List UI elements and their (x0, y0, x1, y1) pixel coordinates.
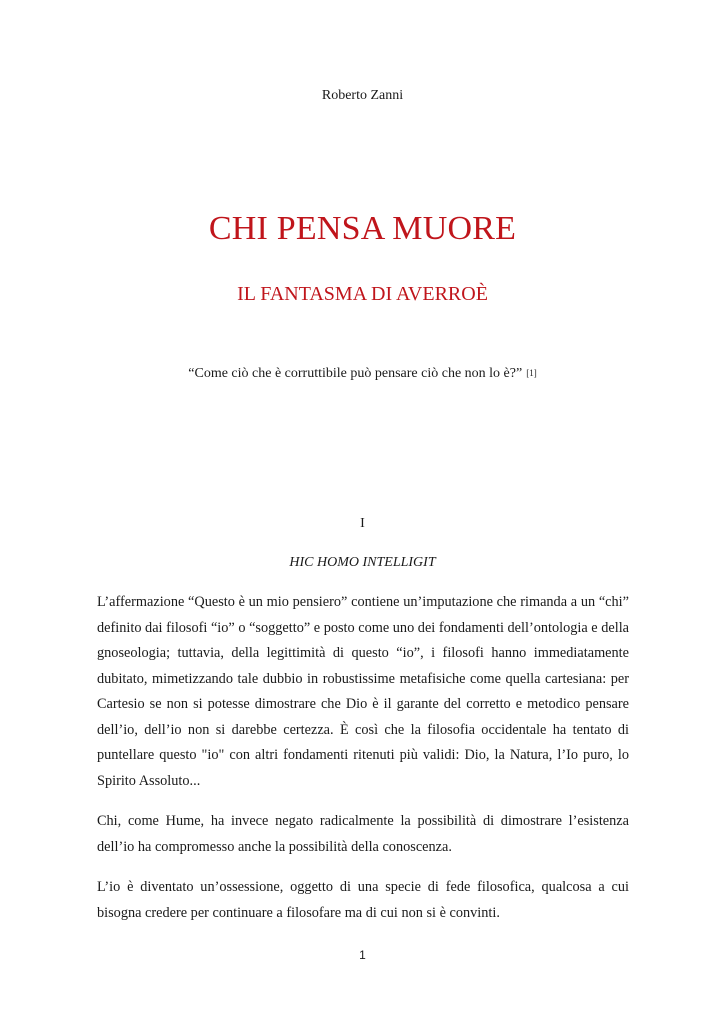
body-text (97, 590, 629, 941)
paragraph: Chi, come Hume, ha invece negato radicalmente la possibilità di dimostrare l’esistenza dell’io ha compromesso anche la possibilità della conoscenza. (97, 813, 629, 855)
paragraph: L’io è diventato un’ossessione, oggetto di una specie di fede filosofica, qualcosa a cui bisogna credere per continuare a filosofare ma di cui non si è convinti. (97, 879, 629, 921)
footnote-reference[interactable]: [1] (526, 368, 537, 378)
document-subtitle: IL FANTASMA DI AVERROÈ (237, 283, 488, 305)
section-number: I (360, 516, 365, 531)
page-number: 1 (359, 948, 366, 962)
paragraph: L’affermazione “Questo è un mio pensiero” contiene un’imputazione che rimanda a un “chi” definito dai filosofi “io” o “soggetto” e posto come uno dei fondamenti dell’ontologia e della gnoseologia; tuttavia, della legittimità di questo “io”, i filosofi hanno immediatamente dubitato, mimetizzando tale dubbio in robustissime metafisiche come quella cartesiana: per Cartesio se non si potesse dimostrare che Dio è il garante del corretto e metodico pensare dell’io, dell’io non si darebbe certezza. È così che la filosofia occidentale ha tentato di puntellare questo "io" con altri fondamenti ritenuti più validi: Dio, la Natura, l’Io puro, lo Spirito Assoluto... (97, 594, 630, 789)
author-name: Roberto Zanni (321, 88, 404, 103)
section-title: HIC HOMO INTELLIGIT (289, 555, 436, 570)
epigraph (0, 366, 725, 382)
document-title: CHI PENSA MUORE (208, 210, 517, 247)
epigraph-text: “Come ciò che è corruttibile può pensare ciò che non lo è?” (188, 366, 523, 381)
